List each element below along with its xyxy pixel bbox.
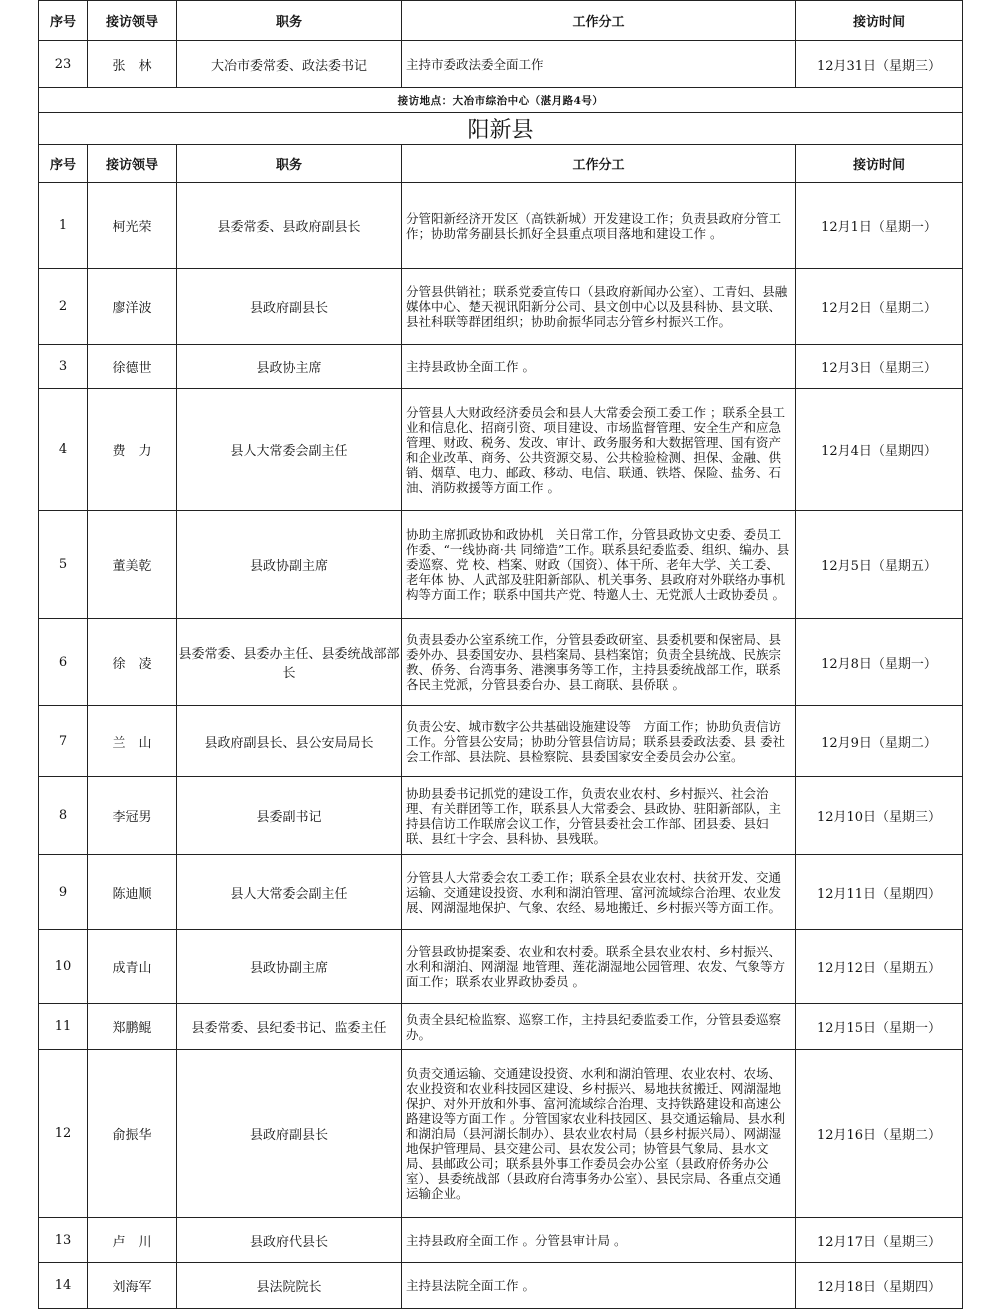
row-number: 4: [39, 389, 88, 511]
table-row: [39, 619, 963, 706]
leader-position: 县政协主席: [177, 345, 402, 389]
reception-date: 12月18日（星期四）: [796, 1263, 963, 1309]
leader-position: 县人大常委会副主任: [177, 855, 402, 930]
work-division: 主持市委政法委全面工作: [402, 41, 796, 88]
reception-location: 接访地点：大冶市综治中心（湛月路4号）: [39, 88, 963, 113]
county-title-row: [39, 113, 963, 145]
work-division: 分管县供销社；联系党委宣传口（县政府新闻办公室）、工青妇、县融媒体中心、楚天视讯阳新分公司、县文创中心以及县科协、县文联、县社科联等群团组织；协助俞振华同志分管乡村振兴工作。: [402, 269, 796, 345]
row-number: 5: [39, 511, 88, 619]
leader-position: 县人大常委会副主任: [177, 389, 402, 511]
table-row: [39, 269, 963, 345]
leader-position: 县政府代县长: [177, 1218, 402, 1263]
table-row: [39, 511, 963, 619]
column-header: 工作分工: [402, 145, 796, 183]
reception-schedule-table: [38, 0, 963, 1309]
column-header: 职务: [177, 1, 402, 41]
leader-position: 县政协副主席: [177, 930, 402, 1004]
table-row: [39, 1004, 963, 1050]
row-number: 13: [39, 1218, 88, 1263]
reception-date: 12月8日（星期一）: [796, 619, 963, 706]
leader-name: 柯光荣: [88, 183, 177, 269]
county-title: 阳新县: [39, 113, 963, 145]
work-division: 主持县政府全面工作 。分管县审计局 。: [402, 1218, 796, 1263]
column-header: 序号: [39, 145, 88, 183]
leader-name: 董美乾: [88, 511, 177, 619]
reception-date: 12月3日（星期三）: [796, 345, 963, 389]
leader-name: 郑鹏鲲: [88, 1004, 177, 1050]
leader-name: 刘海军: [88, 1263, 177, 1309]
table-row: [39, 345, 963, 389]
reception-date: 12月31日（星期三）: [796, 41, 963, 88]
leader-position: 县政府副县长、县公安局局长: [177, 706, 402, 777]
row-number: 3: [39, 345, 88, 389]
work-division: 负责交通运输、交通建设投资、水利和湖泊管理、农业农村、农场、农业投资和农业科技园区建设、乡村振兴、易地扶贫搬迁、网湖湿地保护、对外开放和外事、富河流域综合治理、支持铁路建设和高速公路建设等方面工作 。分管国家农业科技园区、县交通运输局、县水利和湖泊局（县河湖长制办）、县农业农村局（县乡村振兴局）、网湖湿地保护管理局、县交建公司、县农发公司；协管县气象局、县水文局、县邮政公司；联系县外事工作委员会办公室（县政府侨务办公室）、县委统战部（县政府台湾事务办公室）、县民宗局、各重点交通运输企业。: [402, 1050, 796, 1218]
column-header: 接访时间: [796, 1, 963, 41]
leader-position: 县法院院长: [177, 1263, 402, 1309]
leader-position: 县政府副县长: [177, 1050, 402, 1218]
reception-date: 12月17日（星期三）: [796, 1218, 963, 1263]
row-number: 12: [39, 1050, 88, 1218]
table-row: [39, 41, 963, 88]
location-row: [39, 88, 963, 113]
work-division: 协助县委书记抓党的建设工作，负责农业农村、乡村振兴、社会治理、有关群团等工作，联系县人大常委会、县政协、驻阳新部队，主持县信访工作联席会议工作，分管县委社会工作部、团县委、县妇联、县红十字会、县科协、县残联。: [402, 777, 796, 855]
leader-name: 陈迪顺: [88, 855, 177, 930]
work-division: 主持县法院全面工作 。: [402, 1263, 796, 1309]
leader-name: 成青山: [88, 930, 177, 1004]
leader-name: 李冠男: [88, 777, 177, 855]
table-row: [39, 1050, 963, 1218]
leader-position: 大冶市委常委、政法委书记: [177, 41, 402, 88]
leader-position: 县委常委、县纪委书记、监委主任: [177, 1004, 402, 1050]
column-header: 接访领导: [88, 1, 177, 41]
leader-name: 徐 凌: [88, 619, 177, 706]
column-header: 接访领导: [88, 145, 177, 183]
work-division: 负责公安、城市数字公共基础设施建设等 方面工作；协助负责信访工作。分管县公安局；协助分管县信访局；联系县委政法委、县 委社会工作部、县法院、县检察院、县委国家安全委员会办公室。: [402, 706, 796, 777]
table-row: [39, 1263, 963, 1309]
row-number: 7: [39, 706, 88, 777]
column-header: 序号: [39, 1, 88, 41]
reception-date: 12月1日（星期一）: [796, 183, 963, 269]
row-number: 2: [39, 269, 88, 345]
reception-date: 12月5日（星期五）: [796, 511, 963, 619]
row-number: 11: [39, 1004, 88, 1050]
row-number: 10: [39, 930, 88, 1004]
table-header-row: [39, 145, 963, 183]
work-division: 负责县委办公室系统工作，分管县委政研室、县委机要和保密局、县委外办、县委国安办、县档案局、县档案馆；负责全县统战、民族宗教、侨务、台湾事务、港澳事务等工作，主持县委统战部工作，联系各民主党派，分管县委台办、县工商联、县侨联 。: [402, 619, 796, 706]
row-number: 6: [39, 619, 88, 706]
row-number: 1: [39, 183, 88, 269]
reception-date: 12月2日（星期二）: [796, 269, 963, 345]
row-number: 23: [39, 41, 88, 88]
table-row: [39, 855, 963, 930]
reception-date: 12月15日（星期一）: [796, 1004, 963, 1050]
leader-name: 俞振华: [88, 1050, 177, 1218]
reception-date: 12月9日（星期二）: [796, 706, 963, 777]
leader-position: 县委副书记: [177, 777, 402, 855]
reception-date: 12月11日（星期四）: [796, 855, 963, 930]
table-row: [39, 1218, 963, 1263]
leader-name: 廖洋波: [88, 269, 177, 345]
work-division: 分管县人大常委会农工委工作；联系全县农业农村、扶贫开发、交通运输、交通建设投资、水利和湖泊管理、富河流域综合治理、农业发展、网湖湿地保护、气象、农经、易地搬迁、乡村振兴等方面工作。: [402, 855, 796, 930]
leader-name: 徐德世: [88, 345, 177, 389]
table-header-row: [39, 1, 963, 41]
reception-date: 12月10日（星期三）: [796, 777, 963, 855]
leader-position: 县委常委、县政府副县长: [177, 183, 402, 269]
reception-date: 12月16日（星期二）: [796, 1050, 963, 1218]
work-division: 负责全县纪检监察、巡察工作，主持县纪委监委工作，分管县委巡察办。: [402, 1004, 796, 1050]
work-division: 主持县政协全面工作 。: [402, 345, 796, 389]
work-division: 分管县政协提案委、农业和农村委。联系全县农业农村、乡村振兴、水利和湖泊、网湖湿 地管理、莲花湖湿地公园管理、农发、气象等方面工作；联系农业界政协委员 。: [402, 930, 796, 1004]
leader-name: 费 力: [88, 389, 177, 511]
table-row: [39, 389, 963, 511]
table-row: [39, 930, 963, 1004]
work-division: 分管阳新经济开发区（高铁新城）开发建设工作；负责县政府分管工作；协助常务副县长抓好全县重点项目落地和建设工作 。: [402, 183, 796, 269]
leader-name: 张 林: [88, 41, 177, 88]
row-number: 8: [39, 777, 88, 855]
column-header: 接访时间: [796, 145, 963, 183]
table-row: [39, 706, 963, 777]
table-row: [39, 183, 963, 269]
leader-name: 卢 川: [88, 1218, 177, 1263]
reception-date: 12月12日（星期五）: [796, 930, 963, 1004]
column-header: 职务: [177, 145, 402, 183]
leader-position: 县政协副主席: [177, 511, 402, 619]
work-division: 分管县人大财政经济委员会和县人大常委会预工委工作 ；联系全县工业和信息化、招商引资、项目建设、市场监督管理、安全生产和应急管理、财政、税务、发改、审计、政务服务和大数据管理、国有资产和企业改革、商务、公共资源交易、公共检验检测、担保、金融、供销、烟草、电力、邮政、移动、电信、联通、铁塔、保险、盐务、石油、消防救援等方面工作 。: [402, 389, 796, 511]
table-row: [39, 777, 963, 855]
leader-position: 县委常委、县委办主任、县委统战部部长: [177, 619, 402, 706]
row-number: 14: [39, 1263, 88, 1309]
leader-name: 兰 山: [88, 706, 177, 777]
work-division: 协助主席抓政协和政协机 关日常工作，分管县政协文史委、委员工作委、“一线协商·共 同缔造”工作。联系县纪委监委、组织、编办、县委巡察、党 校、档案、财政（国资）、体干所、老年大学、关工委、老年体 协、人武部及驻阳新部队、机关事务、县政府对外联络办事机 构等方面工作；联系中国共产党、特邀人士、无党派人士政协委员 。: [402, 511, 796, 619]
row-number: 9: [39, 855, 88, 930]
column-header: 工作分工: [402, 1, 796, 41]
leader-position: 县政府副县长: [177, 269, 402, 345]
reception-date: 12月4日（星期四）: [796, 389, 963, 511]
